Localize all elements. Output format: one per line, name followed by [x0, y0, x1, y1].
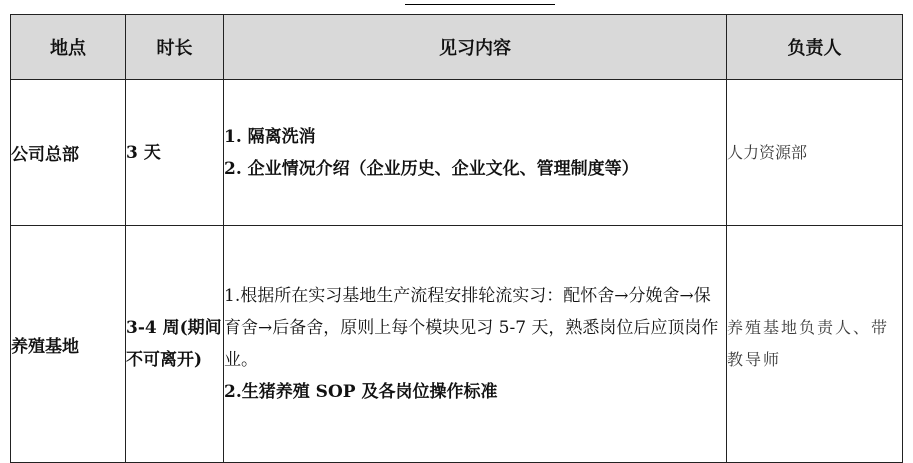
cell-owner: 人力资源部 — [727, 80, 903, 226]
header-owner: 负责人 — [727, 15, 903, 80]
cell-location: 养殖基地 — [11, 226, 126, 463]
header-content: 见习内容 — [224, 15, 727, 80]
header-duration: 时长 — [126, 15, 224, 80]
cell-location: 公司总部 — [11, 80, 126, 226]
cell-content — [224, 80, 727, 226]
table-header-row — [11, 15, 903, 80]
table-row — [11, 80, 903, 226]
top-rule — [405, 4, 555, 5]
cell-duration: 3 天 — [126, 80, 224, 226]
cell-duration: 3-4 周(期间不可离开) — [126, 226, 224, 463]
content-item: 1.根据所在实习基地生产流程安排轮流实习：配怀舍→分娩舍→保育舍→后备舍，原则上每个模块见习 5-7 天，熟悉岗位后应顶岗作业。 — [224, 286, 719, 370]
cell-owner: 养殖基地负责人、带教导师 — [727, 226, 903, 463]
cell-content — [224, 226, 727, 463]
content-item: 2. 企业情况介绍（企业历史、企业文化、管理制度等） — [224, 158, 639, 179]
content-item: 2.生猪养殖 SOP 及各岗位操作标准 — [224, 382, 498, 402]
header-location: 地点 — [11, 15, 126, 80]
internship-schedule-table — [10, 14, 903, 463]
content-item: 1. 隔离洗消 — [224, 126, 316, 147]
table-row — [11, 226, 903, 463]
